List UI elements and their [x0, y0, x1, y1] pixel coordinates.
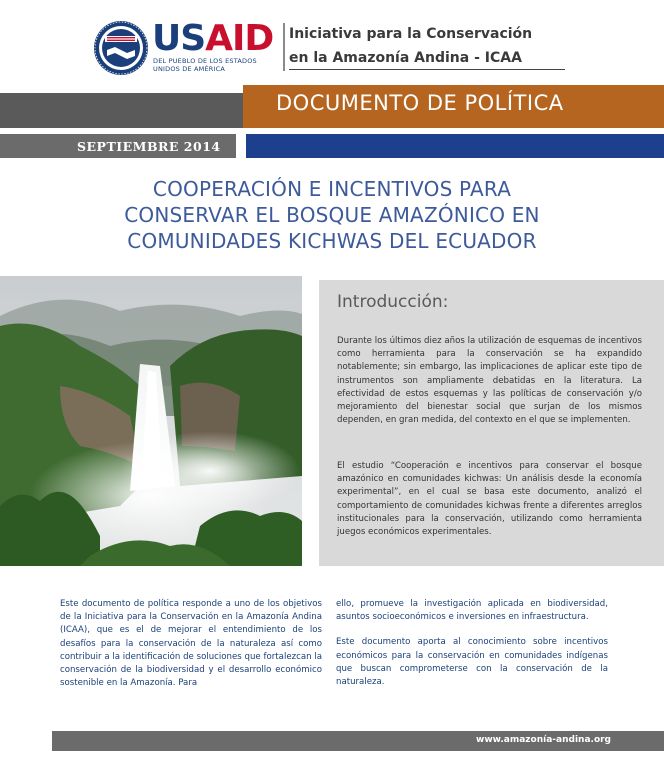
document-type-title: DOCUMENTO DE POLÍTICA [276, 91, 564, 115]
icaa-underline [289, 69, 565, 70]
body-right-paragraph-2: Este documento aporta al conocimiento sobre incentivos económicos para la conservación en comunidades indígenas que buscan comprometerse con la conservación de la naturaleza. [336, 637, 608, 688]
introduction-heading: Introducción: [337, 292, 449, 312]
main-title-line3: COMUNIDADES KICHWAS DEL ECUADOR [127, 229, 537, 253]
introduction-paragraph-2: El estudio “Cooperación e incentivos para conservar el bosque amazónico en comunidades kichwas: Un análisis desde la economía experimental”, en el cual se basa este documento, analizó el comportamiento de comunidades kichwas frente a diferentes arreglos institucionales para la conservación, utilizando como herramienta juegos económicos experimentales. [337, 461, 642, 538]
main-title-line1: COOPERACIÓN E INCENTIVOS PARA [152, 177, 512, 201]
introduction-paragraph-1: Durante los últimos diez años la utilización de esquemas de incentivos como herramienta para la conservación se ha expandido notablemente; sin embargo, las implicaciones de aplicar este tipo de instrumentos son ampliamente debatidas en la literatura. La efectividad de estos esquemas y las políticas de conservación y/o mejoramiento del bienestar social que surjan de los mismos dependen, en gran medida, del contexto en el que se implementen. [337, 336, 642, 426]
usaid-seal-icon [93, 20, 149, 76]
icaa-title-line1: Iniciativa para la Conservación [289, 26, 533, 42]
icaa-header [283, 23, 585, 71]
website-link[interactable]: www.amazonía-andina.org [476, 735, 612, 745]
main-title-line2: CONSERVAR EL BOSQUE AMAZÓNICO EN [124, 203, 540, 227]
band-gray-left [0, 93, 257, 128]
body-column-left: Este documento de política responde a uno de los objetivos de la Iniciativa para la Conservación en la Amazonía Andina (ICAA), que es el de mejorar el entendimiento de los desafíos para la conservación de la naturaleza así como contribuir a la identificación de soluciones que fortalezcan la conservación de la biodiversidad y el desarrollo económico sostenible en la Amazonía. Para [60, 599, 322, 689]
usaid-logo-text: USAID [152, 18, 274, 59]
waterfall-photo [0, 276, 302, 566]
icaa-title-line2: en la Amazonía Andina - ICAA [289, 50, 522, 66]
main-title [40, 176, 624, 254]
body-right-paragraph-1: ello, promueve la investigación aplicada en biodiversidad, asuntos socioeconómicos e inversiones en infraestructura. [336, 599, 608, 623]
blue-bar [246, 134, 664, 158]
usaid-subtitle: DEL PUEBLO DE LOS ESTADOS UNIDOS DE AMÉRICA [153, 57, 257, 73]
body-column-right [336, 598, 608, 701]
publication-date: SEPTIEMBRE 2014 [77, 139, 221, 154]
